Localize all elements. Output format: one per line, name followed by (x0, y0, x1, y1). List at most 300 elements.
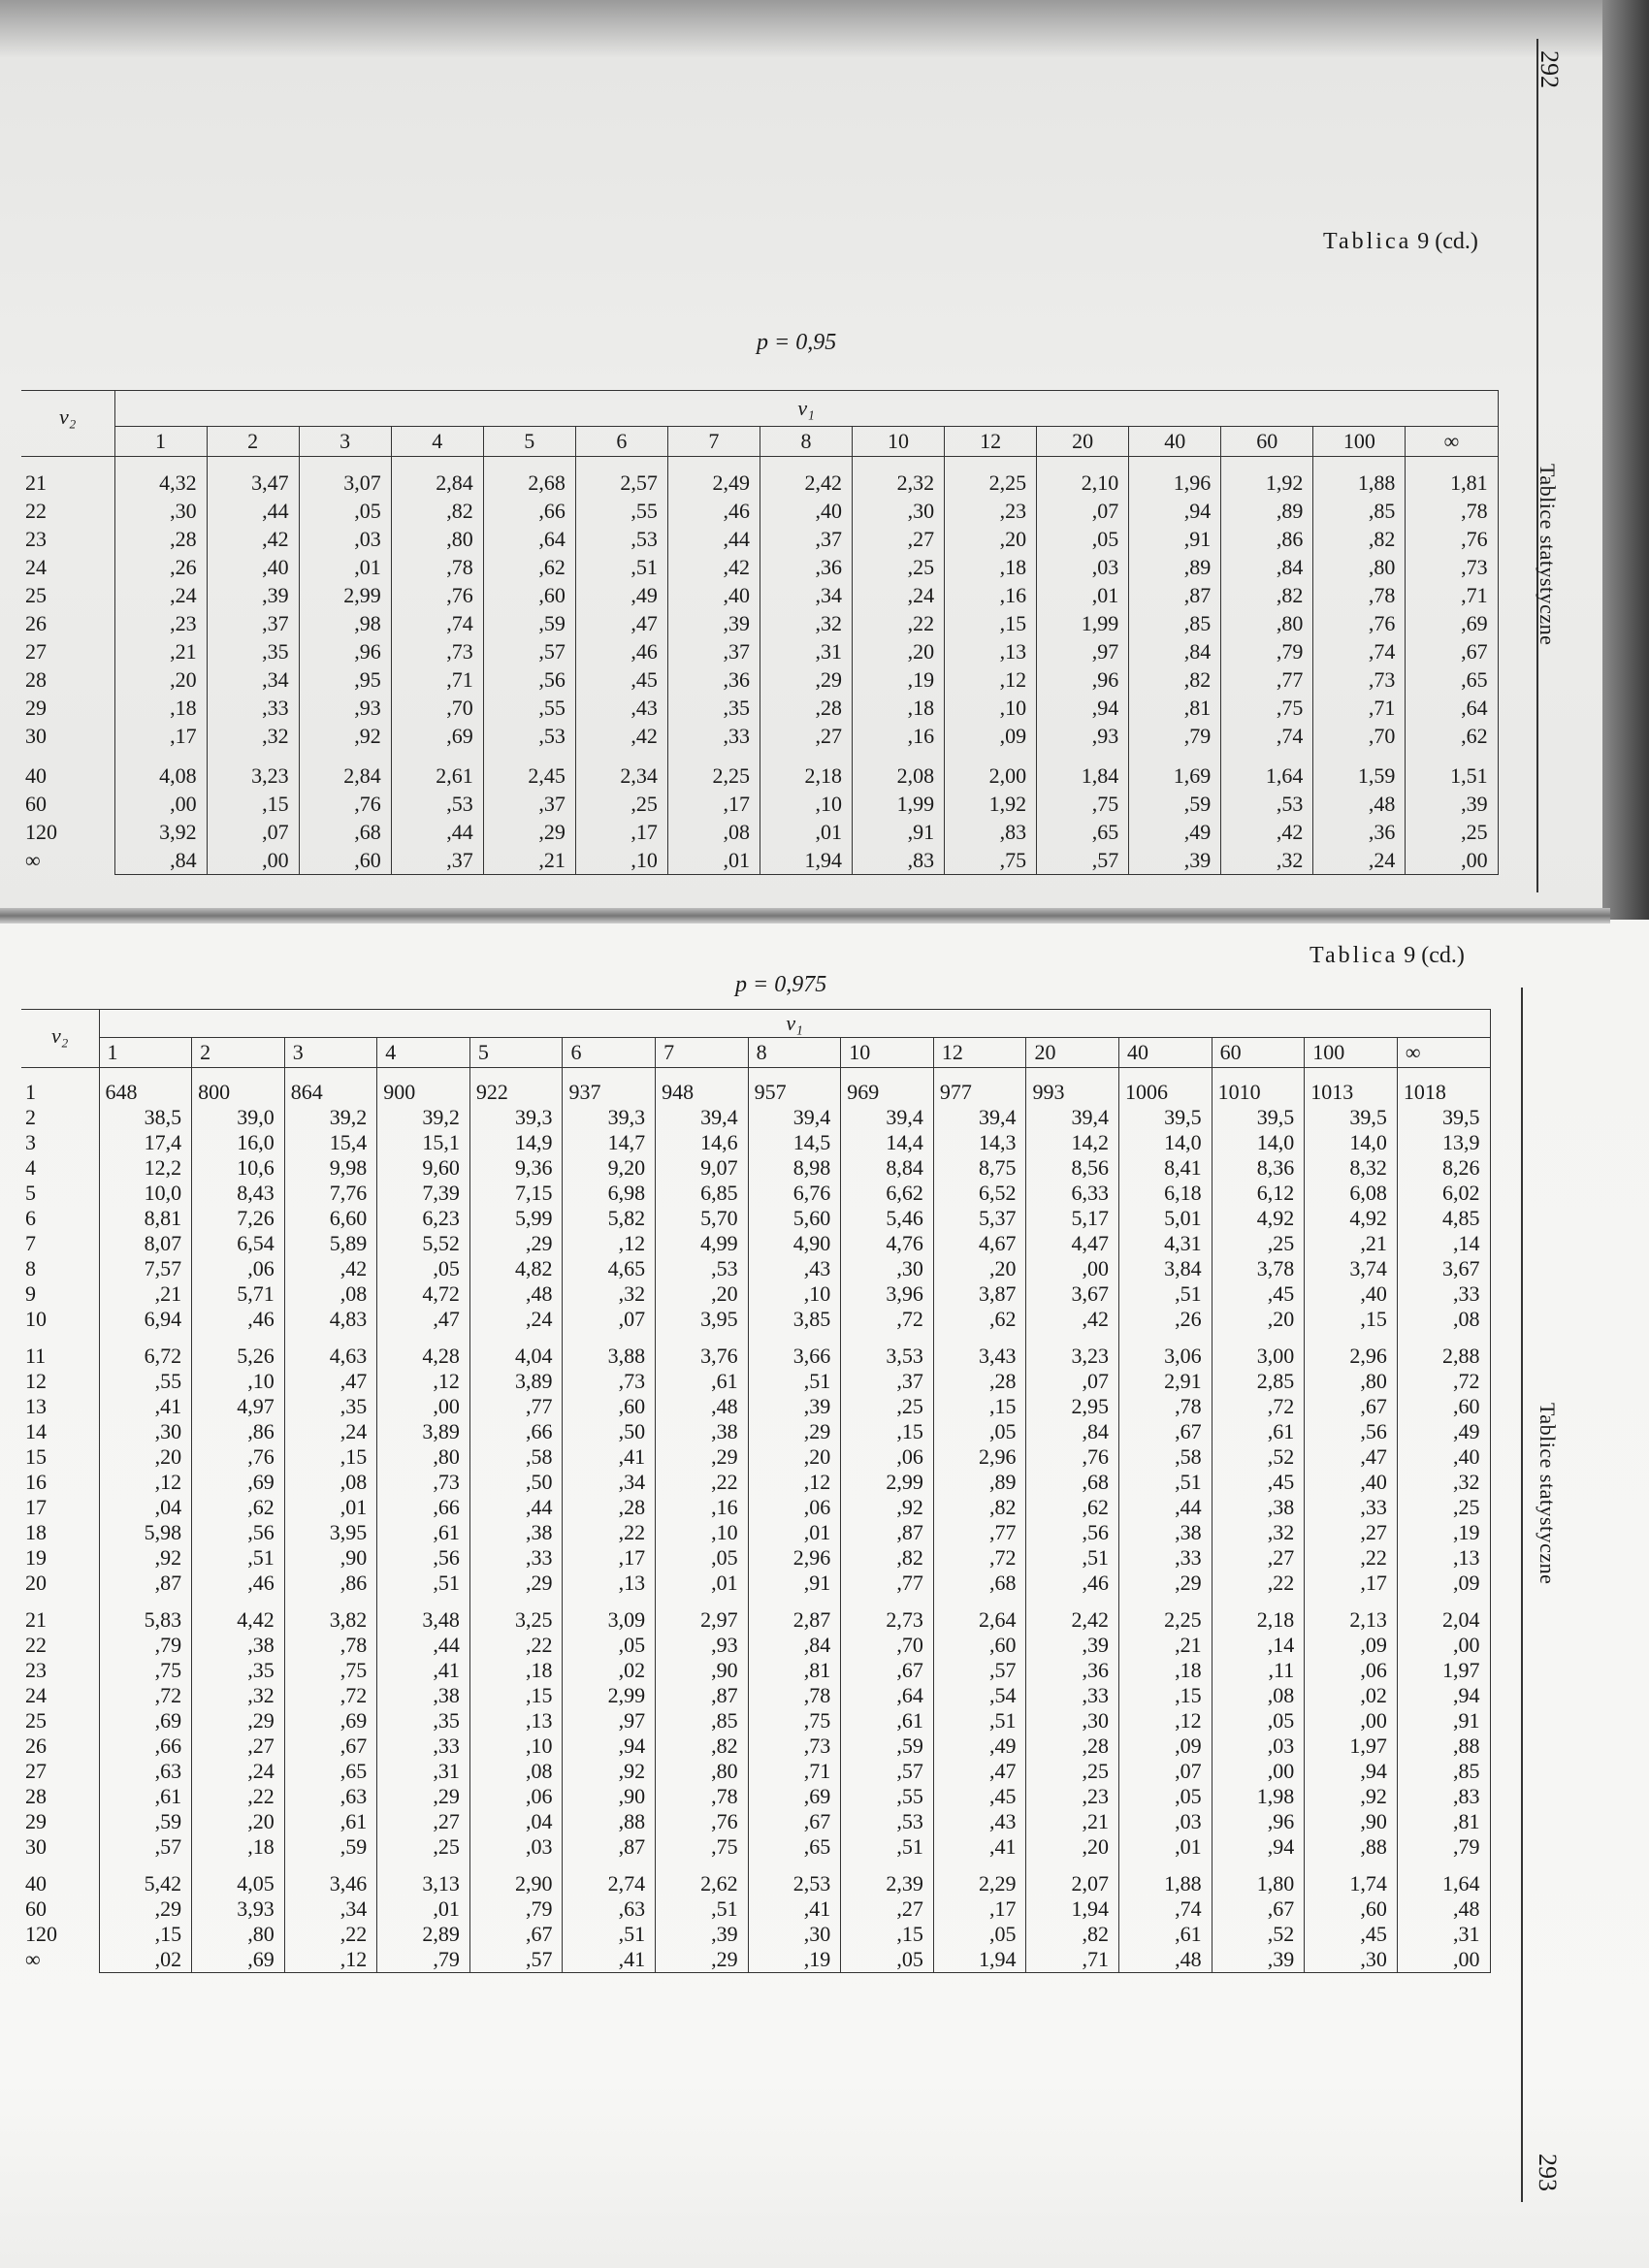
table-row (21, 1571, 1490, 1596)
table-cell: ,08 (284, 1470, 377, 1495)
table-cell: ,62 (933, 1307, 1026, 1332)
table-cell: 2,42 (1026, 1607, 1119, 1633)
table-cell: ,22 (1305, 1545, 1398, 1571)
table-cell: 3,87 (933, 1281, 1026, 1307)
table-cell: 5,83 (99, 1607, 192, 1633)
table-row (21, 1419, 1490, 1444)
table-cell: ,25 (377, 1834, 470, 1860)
table-cell: ,74 (1119, 1896, 1212, 1922)
table-cell: ,24 (853, 581, 945, 609)
table-row (21, 1470, 1490, 1495)
table-cell: ,73 (748, 1733, 841, 1759)
table-cell: 2,25 (1119, 1607, 1212, 1633)
table-cell: ,47 (284, 1369, 377, 1394)
column-header: 10 (853, 427, 945, 457)
table-cell: ,12 (99, 1470, 192, 1495)
table-cell: ,51 (1026, 1545, 1119, 1571)
column-header: 2 (207, 427, 299, 457)
page-edge-shadow (1602, 0, 1649, 922)
table-cell: ,87 (1129, 581, 1221, 609)
table-cell: ,06 (192, 1256, 285, 1281)
table-cell: ,38 (469, 1520, 563, 1545)
table-cell: ,70 (1313, 722, 1406, 750)
row-label-v2: 60 (25, 1896, 47, 1921)
table-cell: ,94 (1212, 1834, 1305, 1860)
table-cell: ,18 (114, 694, 207, 722)
table-cell: ,81 (1129, 694, 1221, 722)
table-cell: 2,13 (1305, 1607, 1398, 1633)
row-label-v2: 15 (25, 1444, 47, 1469)
table-row (21, 1344, 1490, 1369)
table-cell: ,72 (1212, 1394, 1305, 1419)
table-cell: ,15 (841, 1922, 934, 1947)
table-cell: 3,67 (1397, 1256, 1490, 1281)
table-cell: 4,32 (114, 469, 207, 497)
table-cell: ,84 (1129, 637, 1221, 665)
table-cell: ,65 (1406, 665, 1498, 694)
table-row (21, 1256, 1490, 1281)
row-label-v2: 8 (25, 1256, 36, 1280)
table-cell: 2,73 (841, 1607, 934, 1633)
table-cell: ,01 (760, 818, 852, 846)
table-cell: ,57 (1037, 846, 1129, 875)
table-cell: 3,25 (469, 1607, 563, 1633)
table-cell: ,47 (575, 609, 667, 637)
column-header: 7 (656, 1038, 749, 1068)
table-cell: ,72 (1397, 1369, 1490, 1394)
table-cell: ,18 (469, 1658, 563, 1683)
table-cell: ,71 (1313, 694, 1406, 722)
bottom-caption-word: Tablica (1310, 943, 1399, 968)
column-header: 4 (391, 427, 483, 457)
table-cell: ,44 (1119, 1495, 1212, 1520)
table-cell: ,88 (1305, 1834, 1398, 1860)
column-header: 6 (575, 427, 667, 457)
table-cell: ,39 (1129, 846, 1221, 875)
table-cell: 3,43 (933, 1344, 1026, 1369)
row-label-v2: 3 (25, 1130, 36, 1154)
table-cell: ,66 (483, 497, 575, 525)
table-cell: ,39 (667, 609, 760, 637)
table-cell: ,73 (391, 637, 483, 665)
table-cell: 4,97 (192, 1394, 285, 1419)
table-cell: ,02 (99, 1947, 192, 1973)
table-cell: 1,98 (1212, 1784, 1305, 1809)
row-label-v2: 22 (25, 499, 47, 523)
table-cell: ,34 (207, 665, 299, 694)
table-cell: 2,34 (575, 761, 667, 790)
table-cell: 2,91 (1119, 1369, 1212, 1394)
row-label-v2: 27 (25, 639, 47, 664)
table-cell: ,64 (1406, 694, 1498, 722)
table-cell: ,11 (1212, 1658, 1305, 1683)
table-cell: ,20 (99, 1444, 192, 1470)
table-cell: ,47 (377, 1307, 470, 1332)
table-cell: ,93 (1037, 722, 1129, 750)
table-cell: 648 (99, 1080, 192, 1105)
table-cell: ,57 (841, 1759, 934, 1784)
table-cell: ,38 (377, 1683, 470, 1708)
table-cell: ,02 (1305, 1683, 1398, 1708)
table-cell: ,50 (563, 1419, 656, 1444)
table-cell: 900 (377, 1080, 470, 1105)
table-cell: 1,84 (1037, 761, 1129, 790)
row-label-v2: 7 (25, 1231, 36, 1255)
table-cell: ,32 (1397, 1470, 1490, 1495)
table-cell: ,12 (748, 1470, 841, 1495)
table-cell: 969 (841, 1080, 934, 1105)
table-cell: ,16 (853, 722, 945, 750)
table-cell: ,10 (760, 790, 852, 818)
table-cell: ,57 (933, 1658, 1026, 1683)
table-cell: ,77 (841, 1571, 934, 1596)
table-cell: ,55 (575, 497, 667, 525)
table-cell: ,85 (656, 1708, 749, 1733)
column-header: 5 (483, 427, 575, 457)
table-cell: ,82 (841, 1545, 934, 1571)
table-cell: ,42 (667, 553, 760, 581)
table-cell: 39,5 (1212, 1105, 1305, 1130)
table-cell: ,94 (563, 1733, 656, 1759)
table-cell: ,05 (841, 1947, 934, 1973)
table-cell: 993 (1026, 1080, 1119, 1105)
table-cell: ,51 (1119, 1281, 1212, 1307)
table-cell: 2,99 (299, 581, 391, 609)
table-cell: ,25 (1397, 1495, 1490, 1520)
table-cell: 2,61 (391, 761, 483, 790)
table-cell: 4,31 (1119, 1231, 1212, 1256)
table-cell: ,42 (207, 525, 299, 553)
table-cell: 1018 (1397, 1080, 1490, 1105)
table-cell: 14,2 (1026, 1130, 1119, 1155)
table-cell: ,40 (760, 497, 852, 525)
table-row (21, 1080, 1490, 1105)
table-cell: ,52 (1212, 1444, 1305, 1470)
table-cell: ,16 (656, 1495, 749, 1520)
top-page-number: 292 (1536, 50, 1564, 88)
table-cell: ,85 (1313, 497, 1406, 525)
table-cell: ,15 (945, 609, 1037, 637)
row-label-v2: 1 (25, 1080, 36, 1104)
row-label-v2: 28 (25, 667, 47, 692)
table-cell: 8,56 (1026, 1155, 1119, 1181)
table-cell: 4,63 (284, 1344, 377, 1369)
table-cell: ,40 (1305, 1470, 1398, 1495)
table-cell: ,78 (1313, 581, 1406, 609)
table-cell: ,41 (377, 1658, 470, 1683)
table-cell: ,76 (1406, 525, 1498, 553)
table-cell: 864 (284, 1080, 377, 1105)
table-cell: ,22 (1212, 1571, 1305, 1596)
table-cell: 3,89 (377, 1419, 470, 1444)
table-cell: ,18 (192, 1834, 285, 1860)
table-cell: ,01 (299, 553, 391, 581)
table-cell: ,37 (667, 637, 760, 665)
column-header: 60 (1212, 1038, 1305, 1068)
table-cell: ,21 (1026, 1809, 1119, 1834)
column-header: 10 (841, 1038, 934, 1068)
table-cell: ,88 (1397, 1733, 1490, 1759)
table-cell: ,87 (563, 1834, 656, 1860)
table-cell: ,84 (1026, 1419, 1119, 1444)
table-cell: ,12 (563, 1231, 656, 1256)
table-cell: ,22 (656, 1470, 749, 1495)
table-cell: ,83 (1397, 1784, 1490, 1809)
table-cell: 5,98 (99, 1520, 192, 1545)
table-cell: 3,88 (563, 1344, 656, 1369)
table-row (21, 790, 1498, 818)
table-cell: ,56 (483, 665, 575, 694)
table-row (21, 1708, 1490, 1733)
table-cell: ,15 (284, 1444, 377, 1470)
table-cell: ,87 (841, 1520, 934, 1545)
table-row (21, 553, 1498, 581)
table-cell: 14,7 (563, 1130, 656, 1155)
table-cell: 1,94 (933, 1947, 1026, 1973)
table-cell: ,97 (1037, 637, 1129, 665)
table-row (21, 1759, 1490, 1784)
table-cell: 5,37 (933, 1206, 1026, 1231)
table-cell: 2,18 (1212, 1607, 1305, 1633)
table-cell: ,24 (469, 1307, 563, 1332)
row-label-v2: 21 (25, 470, 47, 495)
column-header: 100 (1305, 1038, 1398, 1068)
table-cell: ,29 (469, 1571, 563, 1596)
column-header: 1 (99, 1038, 192, 1068)
table-row (21, 1495, 1490, 1520)
table-cell: ,33 (1397, 1281, 1490, 1307)
table-cell: ,74 (1313, 637, 1406, 665)
table-cell: ,36 (1026, 1658, 1119, 1683)
table-cell: ,29 (656, 1444, 749, 1470)
table-cell: 5,52 (377, 1231, 470, 1256)
column-header: ∞ (1406, 427, 1498, 457)
table-cell: ,65 (284, 1759, 377, 1784)
table-cell: ,80 (1221, 609, 1313, 637)
table-cell: ,55 (483, 694, 575, 722)
table-cell: ,22 (469, 1633, 563, 1658)
table-row (21, 637, 1498, 665)
table-cell: 14,4 (841, 1130, 934, 1155)
table-cell: 2,45 (483, 761, 575, 790)
table-cell: ,67 (284, 1733, 377, 1759)
table-cell: ,12 (1119, 1708, 1212, 1733)
table-cell: ,53 (1221, 790, 1313, 818)
table-cell: 800 (192, 1080, 285, 1105)
table-cell: ,59 (841, 1733, 934, 1759)
table-cell: ,67 (1212, 1896, 1305, 1922)
table-cell: ,27 (377, 1809, 470, 1834)
table-cell: 6,76 (748, 1181, 841, 1206)
table-cell: ,95 (299, 665, 391, 694)
table-cell: ,17 (563, 1545, 656, 1571)
table-cell: ,08 (469, 1759, 563, 1784)
table-cell: 6,72 (99, 1344, 192, 1369)
table-cell: 977 (933, 1080, 1026, 1105)
table-cell: ,30 (1026, 1708, 1119, 1733)
table-cell: ,67 (1406, 637, 1498, 665)
top-caption (1323, 229, 1478, 255)
table-cell: 6,23 (377, 1206, 470, 1231)
table-cell: ,15 (469, 1683, 563, 1708)
table-cell: ,52 (1212, 1922, 1305, 1947)
table-cell: ,29 (483, 818, 575, 846)
table-cell: 6,62 (841, 1181, 934, 1206)
table-cell: ,28 (760, 694, 852, 722)
table-row (21, 1545, 1490, 1571)
header-row-columns (21, 427, 1498, 457)
table-cell: ,77 (469, 1394, 563, 1419)
table-cell: 3,00 (1212, 1344, 1305, 1369)
table-cell: ,68 (1026, 1470, 1119, 1495)
table-cell: ,13 (945, 637, 1037, 665)
table-cell: ,75 (656, 1834, 749, 1860)
table-cell: 1,81 (1406, 469, 1498, 497)
table-cell: ,20 (1212, 1307, 1305, 1332)
table-row (21, 1658, 1490, 1683)
table-cell: ,17 (114, 722, 207, 750)
table-cell: ,75 (945, 846, 1037, 875)
table-cell: ,44 (469, 1495, 563, 1520)
table-cell: 39,5 (1305, 1105, 1398, 1130)
table-cell: ,24 (1313, 846, 1406, 875)
table-cell: ,89 (1129, 553, 1221, 581)
column-header: 12 (945, 427, 1037, 457)
table-cell: 937 (563, 1080, 656, 1105)
column-header: 40 (1129, 427, 1221, 457)
table-cell: 2,10 (1037, 469, 1129, 497)
table-cell: 39,4 (1026, 1105, 1119, 1130)
table-cell: ,72 (933, 1545, 1026, 1571)
table-cell: 2,39 (841, 1871, 934, 1896)
table-cell: ,69 (99, 1708, 192, 1733)
row-label-v2: 29 (25, 1809, 47, 1833)
table-cell: ,00 (1305, 1708, 1398, 1733)
table-cell: 1,99 (1037, 609, 1129, 637)
table-cell: 4,90 (748, 1231, 841, 1256)
table-cell: ,41 (563, 1947, 656, 1973)
bottom-f-table (21, 1009, 1491, 1973)
table-cell: ,14 (1212, 1633, 1305, 1658)
table-cell: ,85 (1129, 609, 1221, 637)
table-cell: ,42 (284, 1256, 377, 1281)
table-cell: ,41 (99, 1394, 192, 1419)
table-cell: ,08 (1212, 1683, 1305, 1708)
table-cell: ,45 (1305, 1922, 1398, 1947)
table-cell: ,79 (377, 1947, 470, 1973)
table-cell: ,17 (1305, 1571, 1398, 1596)
row-label-v2: 24 (25, 555, 47, 579)
table-cell: ,32 (760, 609, 852, 637)
table-cell: ,10 (656, 1520, 749, 1545)
table-cell: ,63 (99, 1759, 192, 1784)
table-cell: ,58 (469, 1444, 563, 1470)
table-cell: 3,95 (284, 1520, 377, 1545)
table-cell: 2,89 (377, 1922, 470, 1947)
table-cell: ,77 (1221, 665, 1313, 694)
table-cell: ,15 (1119, 1683, 1212, 1708)
table-cell: ,21 (483, 846, 575, 875)
v1-header: v₁ (99, 1010, 1490, 1038)
table-cell: ,12 (377, 1369, 470, 1394)
table-cell: ,69 (192, 1947, 285, 1973)
table-cell: 2,88 (1397, 1344, 1490, 1369)
table-cell: ,49 (1397, 1419, 1490, 1444)
table-cell: ,48 (469, 1281, 563, 1307)
table-cell: ,96 (1212, 1809, 1305, 1834)
table-cell: ,56 (1026, 1520, 1119, 1545)
row-label-v2: 27 (25, 1759, 47, 1783)
table-cell: 2,68 (483, 469, 575, 497)
row-label-v2: 30 (25, 1834, 47, 1859)
table-row (21, 846, 1498, 875)
table-cell: ,94 (1397, 1683, 1490, 1708)
table-cell: ,06 (469, 1784, 563, 1809)
row-label-v2: 26 (25, 611, 47, 635)
table-cell: ,51 (841, 1834, 934, 1860)
table-cell: ,33 (667, 722, 760, 750)
table-cell: ,93 (656, 1633, 749, 1658)
table-cell: ,09 (1397, 1571, 1490, 1596)
table-cell: ,35 (192, 1658, 285, 1683)
table-cell: ,10 (945, 694, 1037, 722)
table-cell: ,56 (192, 1520, 285, 1545)
table-cell: ,63 (563, 1896, 656, 1922)
table-cell: ,03 (1212, 1733, 1305, 1759)
table-row (21, 1922, 1490, 1947)
table-cell: ,20 (656, 1281, 749, 1307)
table-cell: ,60 (933, 1633, 1026, 1658)
table-cell: 2,04 (1397, 1607, 1490, 1633)
table-row (21, 1231, 1490, 1256)
table-row (21, 694, 1498, 722)
table-cell: ,00 (1397, 1633, 1490, 1658)
top-caption-rest: 9 (cd.) (1411, 229, 1478, 254)
table-cell: 5,71 (192, 1281, 285, 1307)
table-cell: ,54 (933, 1683, 1026, 1708)
table-cell: 2,18 (760, 761, 852, 790)
table-cell: ,37 (760, 525, 852, 553)
table-cell: ,51 (748, 1369, 841, 1394)
table-cell: ,69 (1406, 609, 1498, 637)
table-cell: ,70 (841, 1633, 934, 1658)
table-row (21, 1784, 1490, 1809)
column-header: 12 (933, 1038, 1026, 1068)
table-cell: ,91 (853, 818, 945, 846)
table-cell: ,37 (841, 1369, 934, 1394)
table-cell: ,81 (1397, 1809, 1490, 1834)
table-cell: ,61 (1119, 1922, 1212, 1947)
table-cell: ,73 (1406, 553, 1498, 581)
table-cell: ,91 (748, 1571, 841, 1596)
table-cell: 6,08 (1305, 1181, 1398, 1206)
table-cell: ,32 (563, 1281, 656, 1307)
row-label-v2: 13 (25, 1394, 47, 1418)
table-cell: 1013 (1305, 1080, 1398, 1105)
table-cell: ,40 (207, 553, 299, 581)
table-cell: ,34 (563, 1470, 656, 1495)
table-cell: ,57 (469, 1947, 563, 1973)
table-cell: ,59 (284, 1834, 377, 1860)
table-cell: ,38 (1212, 1495, 1305, 1520)
table-cell: ,44 (207, 497, 299, 525)
table-cell: ,80 (192, 1922, 285, 1947)
table-cell: ,23 (945, 497, 1037, 525)
table-cell: ,24 (192, 1759, 285, 1784)
table-cell: ,88 (563, 1809, 656, 1834)
table-cell: ,80 (1305, 1369, 1398, 1394)
row-label-v2: 12 (25, 1369, 47, 1393)
